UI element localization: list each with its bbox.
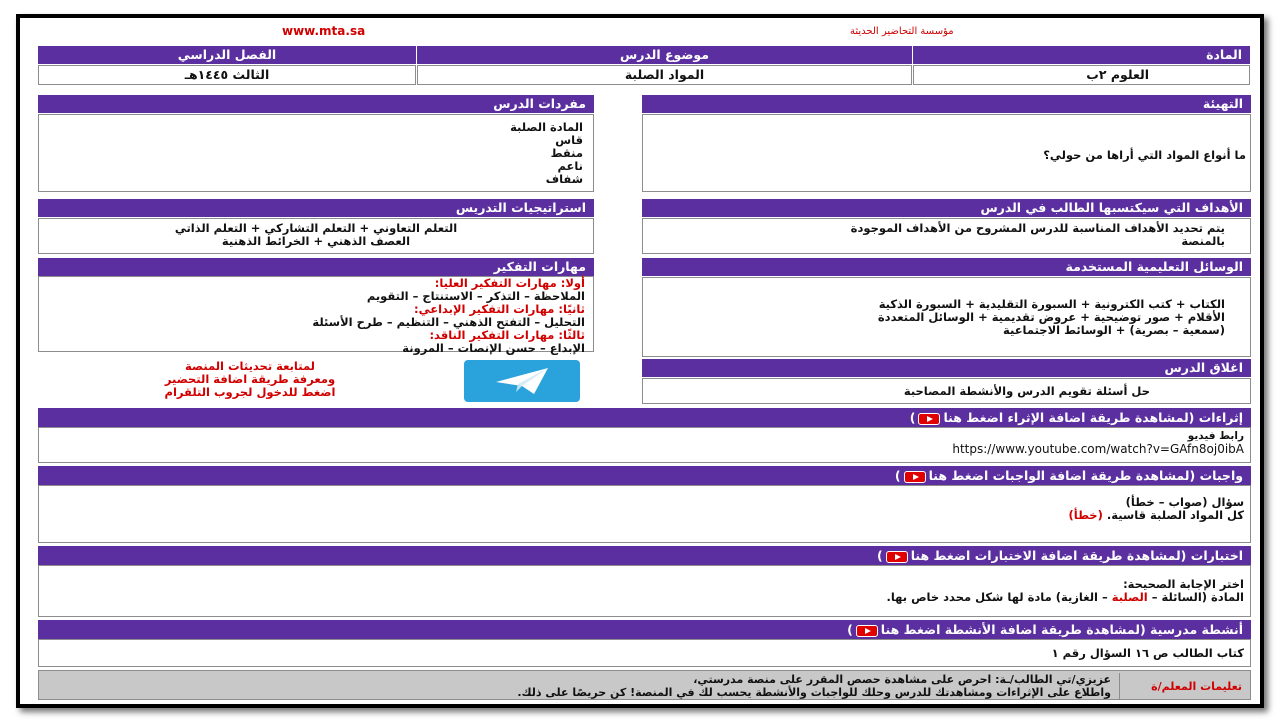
subject-label: المادة [913,46,1250,64]
website-url[interactable]: www.mta.sa [282,24,366,38]
teacher-notes-row [38,670,1251,700]
activities-link-text: (لمشاهدة طريقة اضافة الأنشطة اضغط هنا [880,622,1146,637]
activities-box [38,639,1251,667]
institution-name: مؤسسة التحاضير الحديثة [850,26,954,37]
subject-value: العلوم ٢ب [913,65,1250,85]
telegram-button[interactable] [464,360,580,402]
teacher-notes-line1: عزيزي/تي الطالب/ـة: احرص على مشاهدة حصص المقرر على منصة مدرستي، [693,673,1111,686]
activities-title: أنشطة مدرسية [1150,622,1243,637]
thinking-heading-3: ثالثًا: مهارات التفكير الناقد: [429,328,585,342]
objectives-line1: يتم تحديد الأهداف المناسبة للدرس المشروح من الأهداف الموجودة [850,221,1225,235]
homework-link-text: (لمشاهدة طريقة اضافة الواجبات اضغط هنا [928,468,1196,483]
strategies-box [38,218,594,254]
homework-box [38,485,1251,543]
thinking-line-1: الملاحظة – التذكر – الاستنتاج – التقويم [366,289,585,303]
enrichment-box [38,427,1251,463]
telegram-line3: اضغط للدخول لجروب التلقرام [164,385,336,399]
thinking-title: مهارات التفكير [38,258,594,276]
telegram-promo-text[interactable] [120,360,380,399]
tests-header [38,546,1251,565]
thinking-box [38,276,594,355]
homework-line2 [39,509,1244,522]
telegram-line2: ومعرفة طريقة اضافة التحضير [164,372,336,386]
thinking-heading-2: ثانيًا: مهارات التفكير الإبداعي: [414,302,585,316]
semester-value: الثالث ١٤٤٥هـ [38,65,416,85]
vocabulary-title: مفردات الدرس [38,95,594,113]
resources-box [642,277,1251,357]
vocab-item: قاس [555,133,583,147]
telegram-line1: لمتابعة تحديثات المنصة [185,359,315,373]
closing-box [642,378,1251,404]
activities-link-close: ) [847,622,853,637]
teacher-notes-body [517,673,1120,699]
tests-question [39,591,1244,604]
homework-header [38,466,1251,485]
tests-q-part1: المادة (السائلة – [1151,590,1244,604]
tests-link[interactable] [877,548,1186,563]
enrichment-link-text: (لمشاهدة طريقة اضافة الإثراء اضغط هنا [943,410,1195,425]
teacher-notes-title: تعليمات المعلم/ة [1151,680,1242,693]
enrichment-link[interactable] [910,410,1195,425]
homework-answer: (خطأ) [1068,508,1103,522]
closing-text: حل أسئلة تقويم الدرس والأنشطة المصاحبة [903,384,1150,398]
enrichment-header [38,408,1251,427]
tests-q-answer: الصلبة [1111,590,1148,604]
thinking-heading-1: أولا: مهارات التفكير العليا: [434,276,585,290]
warmup-title: التهيئة [642,95,1251,113]
thinking-line-3: الإبداع – حسن الإنصات – المرونة [402,341,585,355]
objectives-line2: بالمنصة [1181,234,1225,248]
telegram-paper-plane-icon [464,360,580,402]
tests-q-part2: – الغازية) مادة لها شكل محدد خاص بها. [886,590,1108,604]
homework-line1: سؤال (صواب – خطأ) [1125,495,1244,509]
closing-title: اغلاق الدرس [642,359,1251,377]
enrichment-title: إثراءات [1198,410,1243,425]
resources-line2: الأقلام + صور توضيحية + عروض تقديمية + الوسائل المتعددة [877,310,1225,324]
activities-header [38,620,1251,639]
vocab-item: المادة الصلبة [510,120,583,134]
homework-question: كل المواد الصلبة قاسية. [1106,508,1244,522]
topic-value: المواد الصلبة [417,65,912,85]
homework-link[interactable] [895,468,1195,483]
vocab-item: منقط [550,146,583,160]
vocab-item: شفاف [545,172,583,186]
topic-label: موضوع الدرس [417,46,912,64]
youtube-play-icon [904,471,926,483]
activities-link[interactable] [847,622,1146,637]
warmup-text: ما أنواع المواد التي أراها من حولي؟ [1043,148,1246,162]
youtube-play-icon [856,625,878,637]
youtube-play-icon [918,413,940,425]
lesson-plan-frame [16,14,1264,708]
enrichment-link-close: ) [909,410,916,425]
enrichment-label: رابط فيديو [1187,430,1244,442]
resources-line1: الكتاب + كتب الكترونية + السبورة التقليدية + السبورة الذكية [878,297,1225,311]
semester-label: الفصل الدراسي [38,46,416,64]
resources-title: الوسائل التعليمية المستخدمة [642,258,1251,276]
vocab-item: ناعم [557,159,583,173]
strategies-line2: العصف الذهني + الخرائط الذهنية [221,234,411,248]
objectives-title: الأهداف التي سيكتسبها الطالب في الدرس [642,199,1251,217]
homework-title: واجبات [1199,468,1243,483]
resources-line3: (سمعية – بصرية) + الوسائط الاجتماعية [1003,323,1225,337]
tests-link-text: (لمشاهدة طريقة اضافة الاختبارات اضغط هنا [910,548,1187,563]
teacher-notes-line2: واطلاع على الإثراءات ومشاهدتك للدرس وحلك للواجبات والأنشطة يحسب لك في المنصة! كن حريصًا على ذلك. [517,686,1111,699]
warmup-box [642,114,1251,192]
thinking-line-2: التحليل – التفتح الذهني – التنظيم – طرح الأسئلة [312,315,585,329]
tests-link-close: ) [877,548,883,563]
homework-link-close: ) [894,468,901,483]
tests-box [38,565,1251,617]
strategies-title: استراتيجيات التدريس [38,199,594,217]
strategies-line1: التعلم التعاوني + التعلم التشاركي + التعلم الذاتي [174,221,458,235]
activities-text: كتاب الطالب ص ١٦ السؤال رقم ١ [1051,646,1244,660]
vocabulary-box [38,114,594,192]
objectives-box [642,218,1251,254]
tests-title: اختبارات [1190,548,1243,563]
youtube-play-icon [886,551,908,563]
video-url-link[interactable]: https://www.youtube.com/watch?v=GAfn8oj0ibA [952,442,1244,456]
tests-line1: اختر الإجابة الصحيحة: [1123,577,1244,591]
